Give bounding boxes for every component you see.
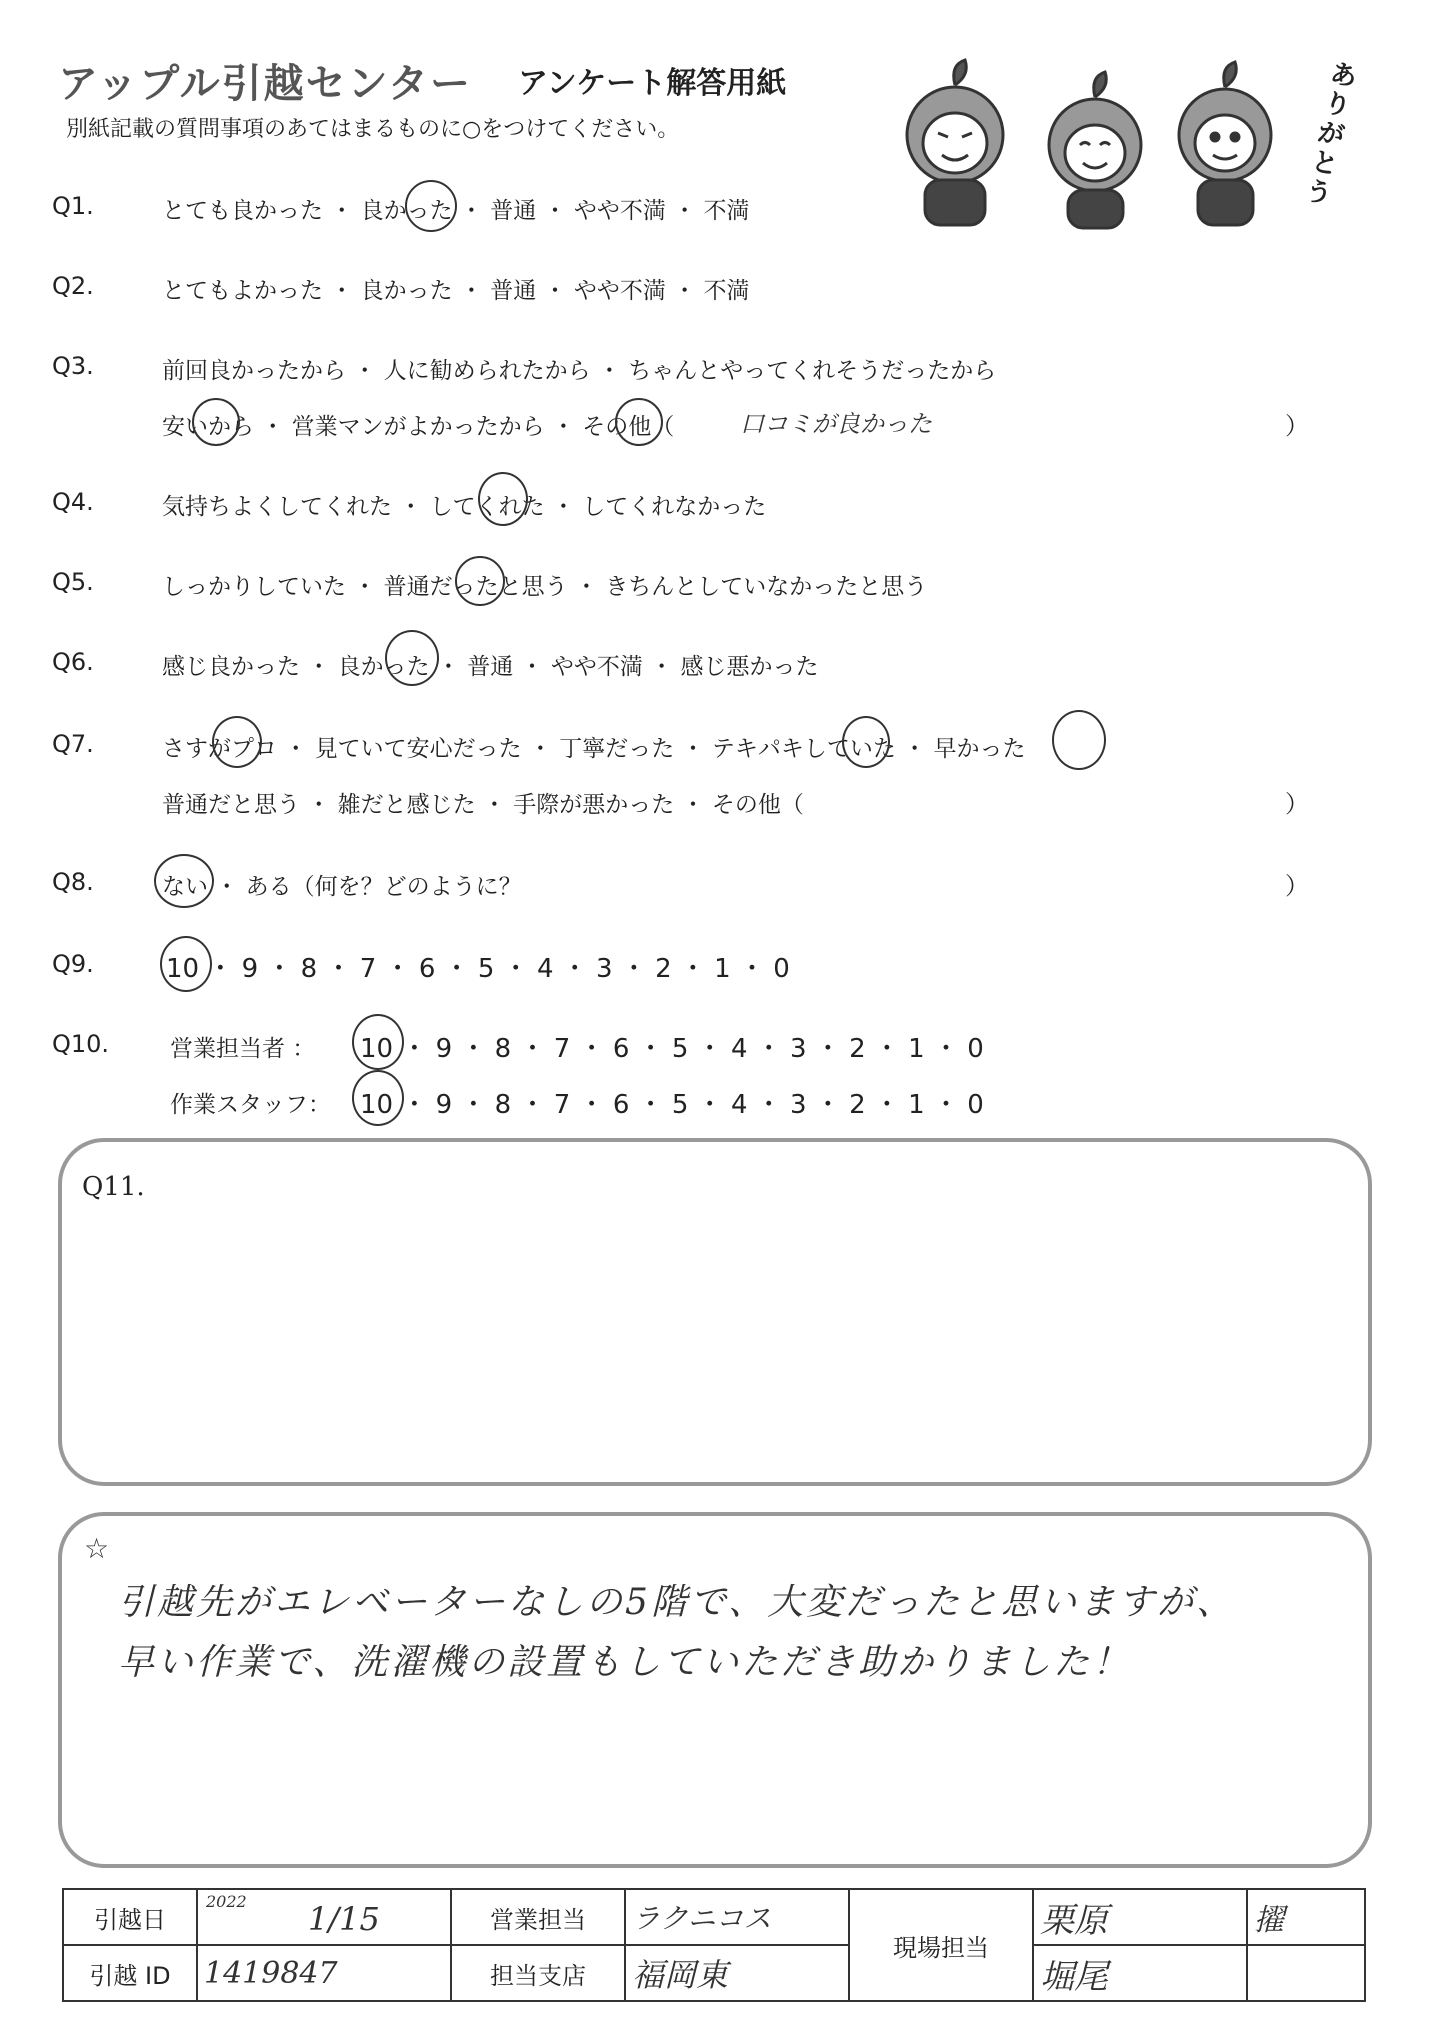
q6-options[interactable]: 感じ良かった ・ 良かった ・ 普通 ・ やや不満 ・ 感じ悪かった: [162, 654, 819, 680]
star-icon: ☆: [84, 1532, 110, 1565]
sales-value: ラクニコス: [625, 1889, 849, 1945]
q5-options[interactable]: しっかりしていた ・ 普通だったと思う ・ きちんとしていなかったと思う: [162, 574, 928, 600]
q10-sales-answer-circle: [352, 1014, 404, 1070]
q10-staff-answer-circle: [352, 1070, 404, 1126]
q8-options[interactable]: ない ・ ある（何を？どのように？: [162, 874, 522, 900]
q11-label: Q11.: [82, 1172, 145, 1202]
q7-options-line2[interactable]: 普通だと思う ・ 雑だと感じた ・ 手際が悪かった ・ その他（: [162, 792, 804, 818]
q4-answer-circle: [478, 472, 528, 526]
q10-staff-label: 作業スタッフ：: [170, 1092, 331, 1118]
q3-other-handwritten: 口コミが良かった: [740, 410, 932, 438]
q7-answer-circle-1: [212, 716, 262, 768]
q7-answer-circle-3: [1052, 710, 1106, 770]
move-id-value: 1419847: [197, 1945, 451, 2001]
q7-options-line1[interactable]: さすがプロ ・ 見ていて安心だった ・ 丁寧だった ・ テキパキしていた ・ 早かった: [162, 736, 1026, 762]
q8-answer-circle: [154, 854, 214, 908]
branch-label: 担当支店: [451, 1945, 625, 2001]
q4-label: Q4.: [52, 488, 94, 516]
instruction-text: 別紙記載の質問事項のあてはまるものに○をつけてください。: [66, 117, 680, 142]
sales-label: 営業担当: [451, 1889, 625, 1945]
q9-answer-circle: [160, 936, 212, 992]
q11-answer-box[interactable]: [58, 1138, 1372, 1486]
move-date-year: 2022: [206, 1892, 247, 1911]
q2-label: Q2.: [52, 272, 94, 300]
q10-sales-scale[interactable]: 10 ・ 9 ・ 8 ・ 7 ・ 6 ・ 5 ・ 4 ・ 3 ・ 2 ・ 1 ・ 0: [360, 1034, 984, 1064]
branch-value: 福岡東: [625, 1945, 849, 2001]
site-empty-cell: [1247, 1945, 1365, 2001]
q7-close-paren: ）: [1285, 790, 1309, 818]
move-date-label: 引越日: [63, 1889, 197, 1945]
q9-label: Q9.: [52, 950, 94, 978]
q1-options[interactable]: とても良かった ・ 良かった ・ 普通 ・ やや不満 ・ 不満: [162, 198, 750, 224]
q8-label: Q8.: [52, 868, 94, 896]
site-label: 現場担当: [849, 1889, 1033, 2001]
move-date-value: 1/15: [308, 1900, 380, 1938]
move-date-cell: [197, 1889, 451, 1945]
thanks-text: ありがとう: [1302, 58, 1360, 211]
q10-sales-label: 営業担当者 ：: [170, 1036, 316, 1062]
q3-label: Q3.: [52, 352, 94, 380]
q3-close-paren: ）: [1285, 412, 1309, 440]
q1-answer-circle: [405, 180, 457, 232]
q8-close-paren: ）: [1285, 872, 1309, 900]
q6-label: Q6.: [52, 648, 94, 676]
comment-box[interactable]: [58, 1512, 1372, 1868]
q3-answer-circle-2: [615, 398, 663, 446]
q4-options[interactable]: 気持ちよくしてくれた ・ してくれた ・ してくれなかった: [162, 494, 767, 520]
site-value-2: 堀尾: [1033, 1945, 1247, 2001]
q7-answer-circle-2: [842, 716, 890, 768]
monkey-mascots-illustration: [880, 55, 1340, 230]
site-value-3: 擢: [1247, 1889, 1365, 1945]
q7-label: Q7.: [52, 730, 94, 758]
company-title: アップル引越センター: [58, 61, 472, 107]
move-id-label: 引越 ID: [63, 1945, 197, 2001]
q10-staff-scale[interactable]: 10 ・ 9 ・ 8 ・ 7 ・ 6 ・ 5 ・ 4 ・ 3 ・ 2 ・ 1 ・ 0: [360, 1090, 984, 1120]
comment-line-2: 早い作業で、洗濯機の設置もしていただき助かりました！: [118, 1642, 1132, 1683]
q5-label: Q5.: [52, 568, 94, 596]
form-subtitle: アンケート解答用紙: [518, 66, 787, 101]
q3-answer-circle-1: [192, 398, 240, 446]
q3-options-line2[interactable]: 安いから ・ 営業マンがよかったから ・ その他（: [162, 414, 675, 440]
q3-options-line1[interactable]: 前回良かったから ・ 人に勧められたから ・ ちゃんとやってくれそうだったから: [162, 358, 997, 384]
q6-answer-circle: [385, 630, 439, 686]
q5-answer-circle: [455, 556, 505, 606]
q2-options[interactable]: とてもよかった ・ 良かった ・ 普通 ・ やや不満 ・ 不満: [162, 278, 750, 304]
q10-label: Q10.: [52, 1030, 110, 1058]
q1-label: Q1.: [52, 192, 94, 220]
site-value-1: 栗原: [1033, 1889, 1247, 1945]
footer-info-table: [62, 1888, 1366, 2002]
q9-scale[interactable]: 10 ・ 9 ・ 8 ・ 7 ・ 6 ・ 5 ・ 4 ・ 3 ・ 2 ・ 1 ・ 0: [166, 954, 790, 984]
comment-line-1: 引越先がエレベーターなしの5階で、大変だったと思いますが、: [118, 1582, 1236, 1623]
